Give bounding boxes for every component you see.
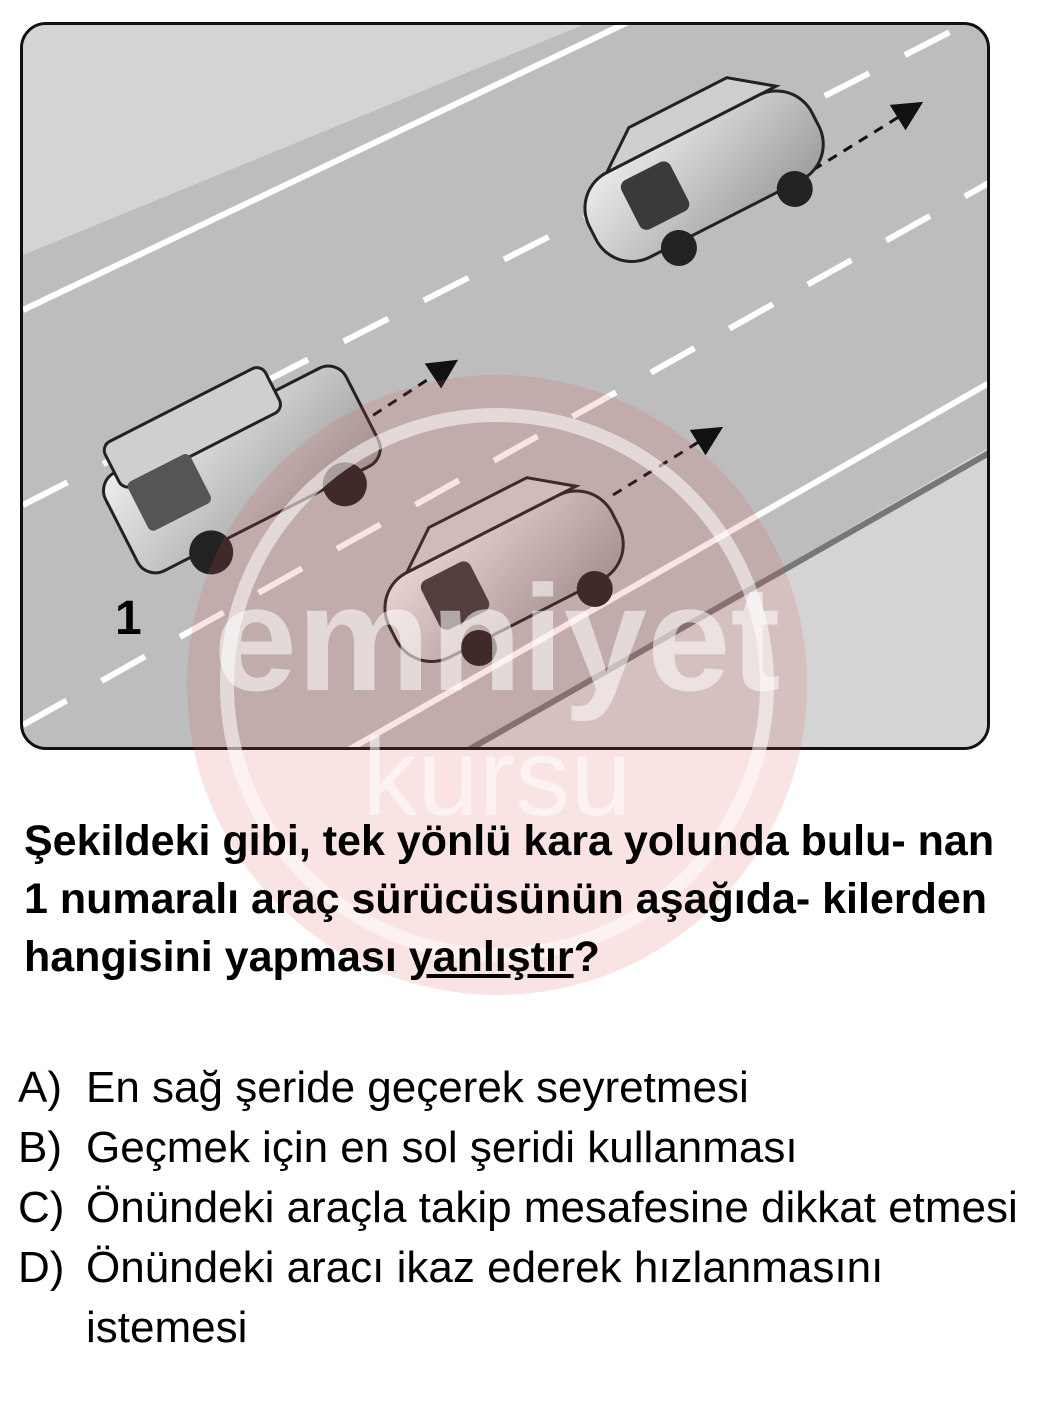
option-a[interactable] (18, 1058, 1028, 1118)
option-d[interactable] (18, 1238, 1028, 1358)
option-key: C) (18, 1183, 65, 1232)
option-text: Geçmek için en sol şeridi kullanması (86, 1123, 798, 1172)
front-car-arrow (813, 105, 918, 170)
watermark-text-1: emniyet (213, 554, 781, 722)
option-b[interactable] (18, 1118, 1028, 1178)
watermark-text-2: kursu (362, 716, 632, 839)
road-scene (23, 25, 990, 750)
vehicle-1-suv (83, 332, 399, 603)
option-key: B) (18, 1123, 62, 1172)
option-text: Önündeki araçla takip mesafesine dikkat etmesi (86, 1183, 1018, 1232)
question-stem: Şekildeki gibi, tek yönlü kara yolunda bulu- nan 1 numaralı araç sürücüsünün aşağıda- kilerden hangisini yapması (24, 817, 995, 981)
option-text: En sağ şeride geçerek seyretmesi (86, 1063, 749, 1112)
question-text (24, 812, 1024, 986)
question-mark: ? (573, 933, 600, 981)
middle-car-arrow (613, 430, 718, 495)
question-emphasis: yanlıştır (408, 933, 574, 981)
vehicle-number-label: 1 (115, 592, 142, 645)
option-key: D) (18, 1243, 65, 1292)
front-sedan (558, 50, 848, 295)
option-key: A) (18, 1063, 62, 1112)
road-illustration (20, 22, 990, 750)
upper-shoulder (23, 25, 583, 255)
option-text: Önündeki aracı ikaz ederek hızlanmasını istemesi (86, 1243, 884, 1352)
option-c[interactable] (18, 1178, 1028, 1238)
answer-options (18, 1058, 1028, 1358)
